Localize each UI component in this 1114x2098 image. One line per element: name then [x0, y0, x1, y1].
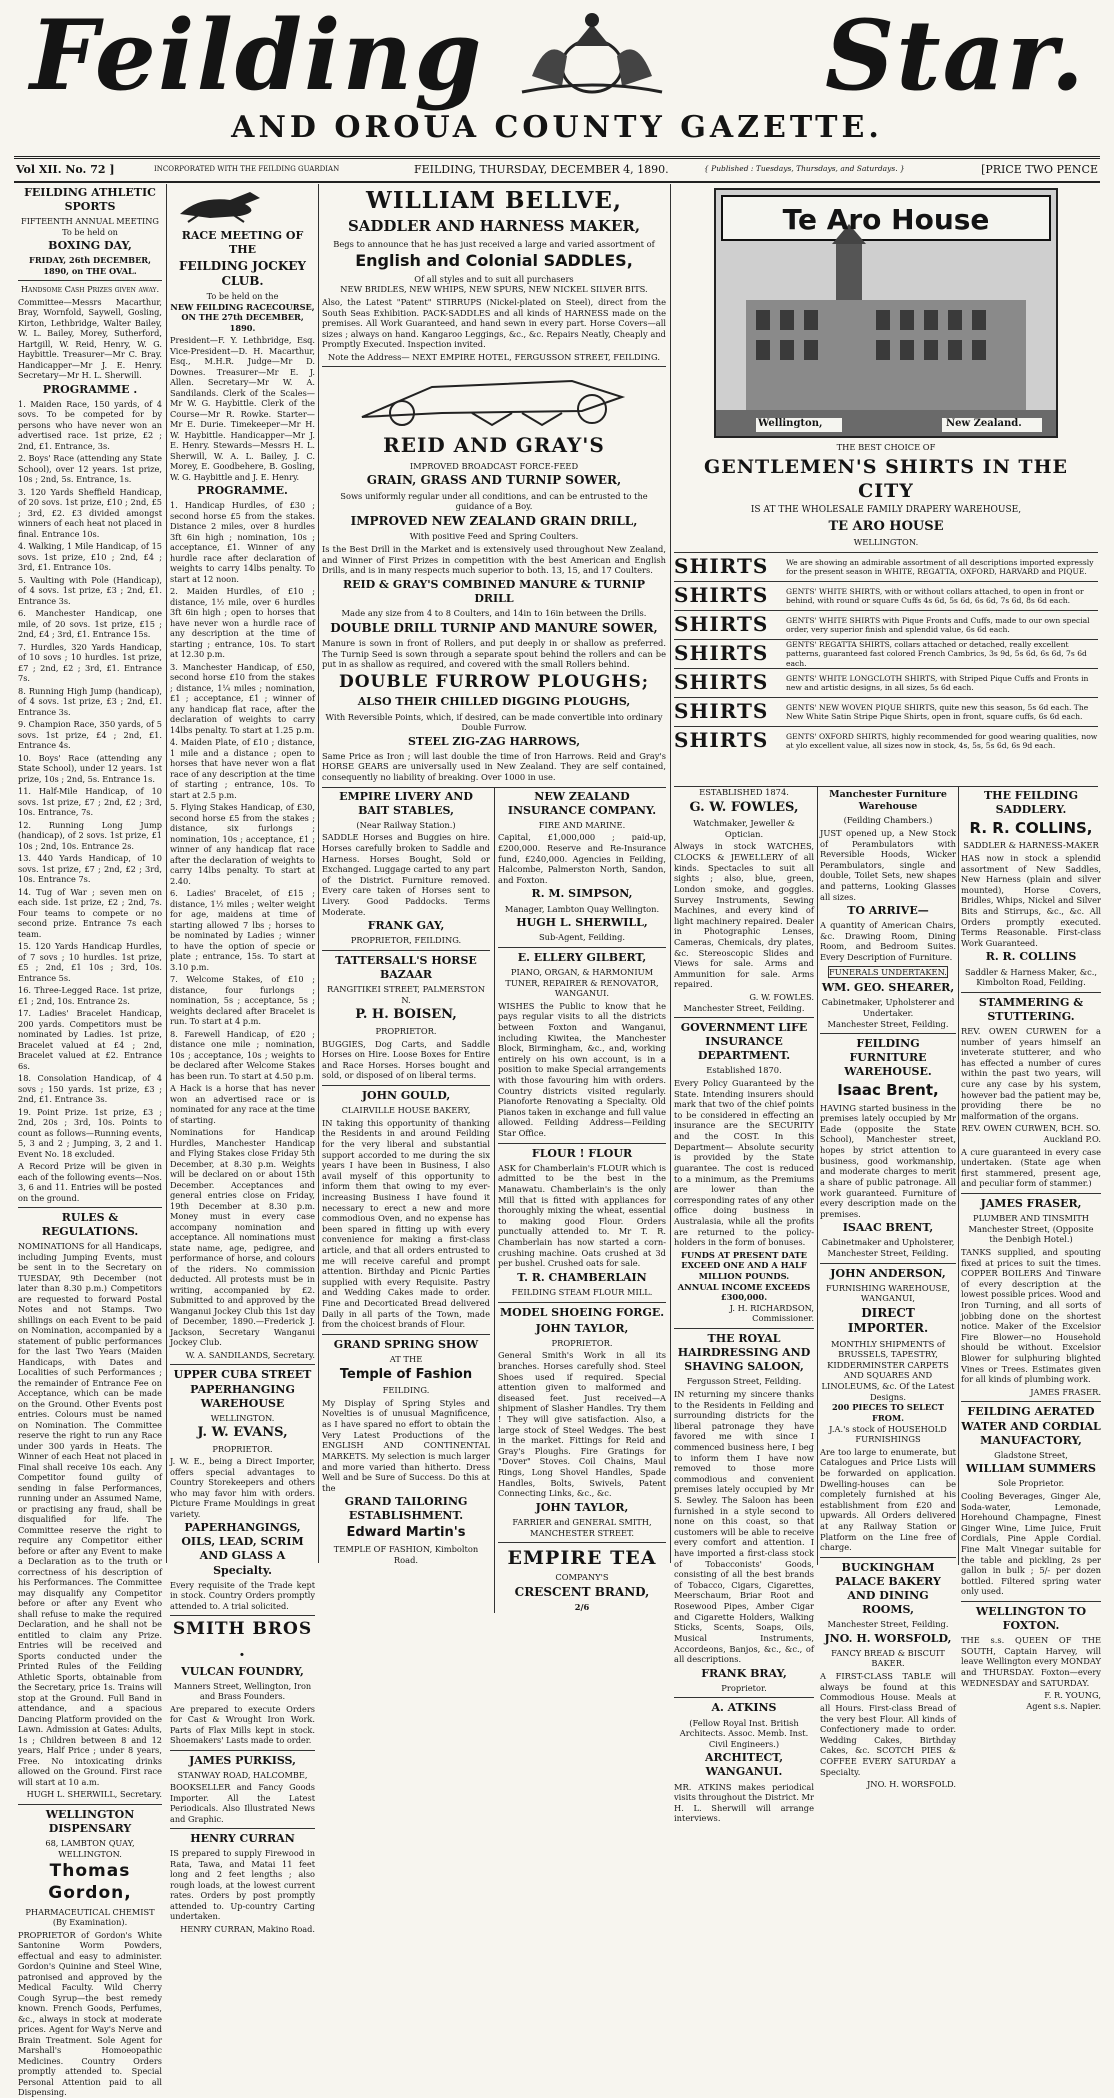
column-rule	[318, 184, 319, 1563]
masthead-title-right: Star.	[824, 0, 1086, 112]
shirt-list	[674, 552, 1098, 755]
fraser-address: Manchester Street, (Opposite the Denbigh Hotel.)	[968, 1223, 1094, 1245]
ploughs-heading: DOUBLE FURROW PLOUGHS;	[338, 671, 650, 692]
gould-sub: CLAIRVILLE HOUSE BAKERY,	[341, 1105, 471, 1116]
annual-income: ANNUAL INCOME EXCEEDS £300,000.	[677, 1281, 811, 1303]
taylor-proprietor: PROPRIETOR.	[551, 1337, 613, 1348]
race-item: 1. Handicap Hurdles, of £30 ; second horse £5 from the stakes. Distance 2 miles, over 8 hurdles 3ft 6in high ; nomination, 10s ; acceptance, £1. Winner of any hurdle race after declaration of weights to carry 14lbs penalty. To start at 12 noon.	[170, 500, 315, 584]
programme-item: 14. Tug of War ; seven men on each side. 1st prize, £2 ; 2nd, 7s. Four teams to compete or no second prize. Entrance 7s each team.	[18, 886, 162, 939]
shirt-row	[674, 668, 1098, 697]
direct-importer: DIRECT IMPORTER.	[847, 1305, 929, 1336]
empire-tea-sub: COMPANY'S	[555, 1572, 609, 1583]
temple-body: My Display of Spring Styles and Novelties is of unusual Magnificence, as I have spared no effort to obtain the Very Latest Productions of the ENGLISH AND CONTINENTAL MARKETS. My selection is much larger and more varied than hitherto. Dress Well and be Sure of Success. Do this at the	[322, 1397, 490, 1493]
gay-sub: PROPRIETOR, FEILDING.	[350, 935, 462, 946]
ja-body: Are too large to enumerate, but Catalogues and Price Lists will be forwarded on application. Dwelling-houses can be completely furnished at his establishment from £20 and upwards. All Orders delivered at any Railway Station or Platform on the Line free of charge.	[820, 1446, 956, 1553]
stammering: STAMMERING & STUTTERING.	[961, 992, 1101, 1024]
coat-of-arms-icon	[512, 6, 672, 98]
empire-sub: (Near Railway Station.)	[356, 819, 456, 830]
foxton-body: THE s.s. QUEEN OF THE SOUTH, Captain Harvey, will leave Wellington every MONDAY and THURSDAY. Foxton—every WEDNESDAY and SATURDAY.	[961, 1635, 1101, 1688]
fowles-trade: Watchmaker, Jeweller & Optician.	[693, 818, 795, 839]
shirt-row	[674, 639, 1098, 668]
drill-body: Is the Best Drill in the Market and is extensively used throughout New Zealand, and Winner of First Prizes in competition with the best American and English Drills, and is in many respects much superior to both. 13, 15, and 17 Coulters.	[322, 543, 666, 576]
collins-2: R. R. COLLINS	[985, 950, 1077, 964]
taylor-body: General Smith's Work in all its branches. Horses carefully shod. Steel Shoes used if required. Special attention given to malformed and diseased feet. Just received—A shipment of Slasher Handles. Try them ! They will give satisfaction. Also, a large stock of Steel Wedges. The best in the market. Fittings for Reid and Gray's Ploughs. Fire Gratings for "Dover" Stoves. Coil Chains, Maul Rings, Long Shovel Handles, Spade Handles, Bolts, Swivels, Patent Connecting Links, &c., &c.	[498, 1350, 666, 1499]
paperhanging-city: WELLINGTON.	[210, 1412, 275, 1423]
dispensary-address: 68, LAMBTON QUAY, WELLINGTON.	[45, 1838, 135, 1859]
tea-price: 2/6	[574, 1602, 590, 1613]
collins2-address: Kimbolton Road, Feilding.	[976, 977, 1086, 988]
atkins-sub: (Fellow Royal Inst. British Architects. Assoc. Memb. Inst. Civil Engineers.)	[679, 1717, 809, 1749]
combined-sub: Made any size from 4 to 8 Coulters, and 14in to 16in between the Drills.	[341, 607, 647, 618]
rules-signature: HUGH L. SHERWILL, Secretary.	[26, 1789, 162, 1800]
aerated-water: FEILDING AERATED WATER AND CORDIAL MANUFACTORY,	[961, 1401, 1101, 1447]
race-item: 6. Ladies' Bracelet, of £15 ; distance, 1½ miles ; welter weight for age, maidens at time of starting allowed 7 lbs ; horses to be nominated by Ladies ; winner to have the option of specie or plate ; entrance, 15s. To start at 3.10 p.m.	[170, 888, 315, 972]
fowles-address: Manchester Street, Feilding.	[683, 1002, 805, 1013]
col3-lower-left	[322, 788, 490, 1566]
masthead	[0, 0, 1114, 152]
hair-body: IN returning my sincere thanks to the Residents in Feilding and surrounding districts for the liberal patronage they have favored me with since I commenced business here, I beg to inform them I have now removed to those more commodious and convenient premises lately occupied by Mr S. Sewley. The Saloon has been furnished in a style second to none on this coast, so that customers will be able to receive every comfort and attention. I have imported a first-class stock of Tobacconists' Goods, consisting of all the best brands of Tobacco, Cigars, Cigarettes, Meerschaum, Briar Root and Rosewood Pipes, Amber Cigar and Cigarette Holders, Walking Sticks, Scents, Soaps, Oils, Musical Instruments, Accordeons, Banjos, &c., &c., of all descriptions.	[674, 1388, 814, 1665]
temple-sub: FEILDING.	[382, 1385, 430, 1396]
club-secretary: W. A. SANDILANDS, Secretary.	[185, 1349, 315, 1360]
isaac-brent-2: ISAAC BRENT,	[842, 1221, 934, 1235]
bray-sub: Proprietor.	[721, 1682, 767, 1693]
tailoring: GRAND TAILORING ESTABLISHMENT.	[344, 1495, 468, 1523]
shirt-row	[674, 581, 1098, 610]
evans-body: J. W. E., being a Direct Importer, offers special advantages to Country Storekeepers and others who may favor him with orders. Picture Frame Mouldings in great variety.	[170, 1456, 315, 1519]
flour-heading: FLOUR ! FLOUR	[498, 1143, 666, 1161]
chamberlain: T. R. CHAMBERLAIN	[517, 1270, 647, 1284]
boisen-proprietor: PROPRIETOR.	[375, 1026, 437, 1036]
worsfold-signature: JNO. H. WORSFOLD.	[866, 1779, 956, 1790]
te-aro-house-name: TE ARO HOUSE	[828, 518, 944, 534]
reid-sub1: IMPROVED BROADCAST FORCE-FEED	[409, 460, 579, 471]
simpson-title: Manager, Lambton Quay Wellington.	[504, 903, 660, 914]
purkiss-name: JAMES PURKISS,	[170, 1750, 315, 1768]
empire-stables: EMPIRE LIVERY AND BAIT STABLES,	[339, 789, 473, 817]
purkiss-body: BOOKSELLER and Fancy Goods Importer. All the Latest Periodicals. Also Illustrated News and Graphic.	[170, 1782, 315, 1824]
shirts-label: SHIRTS	[674, 554, 769, 579]
curran-signature: HENRY CURRAN, Makino Road.	[180, 1923, 315, 1934]
issue-date: FEILDING, THURSDAY, DECEMBER 4, 1890.	[414, 163, 669, 176]
shirt-description: GENTS' WHITE LONGCLOTH SHIRTS, with Striped Pique Cuffs and Fronts in new and artistic designs, in all sizes, 5s 6d each.	[786, 673, 1089, 692]
race-programme-title: PROGRAMME.	[197, 484, 288, 498]
double-drill: DOUBLE DRILL TURNIP AND MANURE SOWER,	[330, 620, 658, 635]
smith-body: Are prepared to execute Orders for Cast & Wrought Iron Work. Parts of Flax Mills kept in stock. Shoemakers' Lasts made to order.	[170, 1703, 315, 1746]
gordon-name: Thomas Gordon,	[48, 1861, 132, 1903]
tattersall: TATTERSALL'S HORSE BAZAAR	[322, 950, 490, 982]
bellve-trade: SADDLER AND HARNESS MAKER,	[347, 217, 641, 236]
race-item: 2. Maiden Hurdles, of £10 ; distance, 1½ mile, over 6 hurdles 3ft 6in high ; open to horses that have never won a hurdle race of any description at the time of starting ; entrance, 10s. To start at 12.30 p.m.	[170, 586, 315, 660]
programme-item: 11. Half-Mile Handicap, of 10 sovs. 1st prize, £7 ; 2nd, £2 ; 3rd, 10s. Entrance, 7s.	[18, 786, 162, 818]
curwen: REV. OWEN CURWEN, BCH. SO.	[961, 1123, 1101, 1134]
harrows: STEEL ZIG-ZAG HARROWS,	[407, 734, 581, 748]
bellve-address: Note the Address— NEXT EMPIRE HOTEL, FERGUSSON STREET, FEILDING.	[328, 351, 660, 362]
collins-sub: SADDLER & HARNESS-MAKER	[963, 840, 1099, 851]
sports-programme	[18, 399, 162, 1204]
smith-bros: SMITH BROS .	[170, 1615, 315, 1663]
summers-body: Cooling Beverages, Ginger Ale, Soda-water, Lemonade, Horehound Champagne, Finest Ginger Wine, Lime Juice, Fruit Cordials, Pine Apple Cordial. Fine Malt Vinegar suitable for the table and pickling, 2s per gallon in bulk ; 5/- per dozen bottled. Filtered spring water only used.	[961, 1491, 1101, 1597]
buckingham: BUCKINGHAM PALACE BAKERY AND DINING ROOMS,	[820, 1557, 956, 1617]
shirt-row	[674, 726, 1098, 755]
programme-item: 2. Boys' Race (attending any State School), over 12 years. 1st prize, 10s ; 2nd, 5s. Entrance, 1s.	[18, 453, 162, 485]
paperhanging-warehouse: UPPER CUBA STREET PAPERHANGING WAREHOUSE	[170, 1364, 315, 1410]
best-choice: THE BEST CHOICE OF	[836, 442, 936, 452]
shirts-label: SHIRTS	[674, 670, 769, 695]
flour-body: ASK for Chamberlain's FLOUR which is admitted to be the best in the Manawatu. Chamberlain's is the only Mill that is fitted with appliances for thoroughly mixing the wheat, essential to making good Flour. Orders punctually attended to. Mr T. R. Chamberlain has now started a corn-crushing machine. Oats crushed at 3d per bushel. Crushed oats for sale.	[498, 1162, 666, 1269]
programme-item: 12. Running Long Jump (handicap), of 2 sovs. 1st prize, £1 10s ; 2nd, 10s. Entrance 2s.	[18, 819, 162, 851]
col-fowles-govt	[674, 787, 816, 1824]
rules-title: RULES & REGULATIONS.	[18, 1207, 162, 1239]
vulcan-foundry: VULCAN FOUNDRY,	[181, 1664, 304, 1678]
brent-body: HAVING started business in the premises lately occupied by Mr Eade (opposite the State School), Manchester street, hopes by strict attention to business, good workmanship, and moderate charges to merit a share of public patronage. All work guaranteed. Furniture of every description made on the premises.	[820, 1102, 956, 1219]
held-note: To be held on the	[206, 291, 279, 302]
edward-martin: Edward Martin's	[346, 1525, 466, 1541]
meeting-date: FRIDAY, 26th DECEMBER, 1890, on THE OVAL.	[29, 255, 151, 276]
shirts-label: SHIRTS	[674, 612, 769, 637]
shirts-label: SHIRTS	[674, 641, 769, 666]
volume-number: Vol XII. No. 72 ]	[16, 163, 115, 176]
publishing-days: { Published : Tuesdays, Thursdays, and Saturdays. }	[704, 164, 905, 173]
masthead-title-left: Feilding	[30, 0, 484, 112]
programme-item: 17. Ladies' Bracelet Handicap, 200 yards. Competitors must be nominated by Ladies. 1st prize, Bracelet valued at £4 ; 2nd, Bracelet valued at £2. Entrance 6s.	[18, 1008, 162, 1071]
simpson: R. M. SIMPSON,	[531, 887, 633, 901]
young: F. R. YOUNG,	[1044, 1690, 1101, 1701]
saddles-sub: Of all styles and to suit all purchasers	[414, 273, 574, 284]
frank-gay: FRANK GAY,	[367, 919, 445, 933]
sub-agent: Sub-Agent, Feilding.	[538, 932, 626, 943]
at-the: AT THE	[389, 1354, 423, 1364]
racehorse-icon	[170, 184, 310, 224]
nominations: Nominations for Handicap Hurdles, Manchester Handicap and Flying Stakes close Friday 5th December, at 8.30 p.m. Weights will be declared on or about 15th December. Acceptances and general entries close on Friday, 19th December at 8.30 p.m. Money must in every case accompany nomination and acceptance. All nominations must state name, age, pedigree, and performance of horse, and colours of the riders. No commission deducted. All protests must be in writing, accompanied by £2. Submitted to and approved by the Wanganui Jockey Club this 1st day of December, 1890.—Frederick J. Jackson, Secretary Wanganui Jockey Club.	[170, 1127, 315, 1348]
dateline	[14, 156, 1100, 183]
shirts-label: SHIRTS	[674, 728, 769, 753]
paperhangings: PAPERHANGINGS, OILS, LEAD, SCRIM AND GLASS A Specialty.	[181, 1521, 304, 1577]
collins: R. R. COLLINS,	[969, 819, 1093, 838]
incorporated-note: INCORPORATED WITH THE FEILDING GUARDIAN	[154, 165, 340, 173]
manchester-body: JUST opened up, a New Stock of Perambulators with Reversible Hoods, Wicker Perambulators, single and double, Toilet Sets, new shapes and patterns, Looking Glasses all sizes.	[820, 827, 956, 902]
gilbert-sub: PIANO, ORGAN, & HARMONIUM TUNER, REPAIRER & RENOVATOR, WANGANUI.	[505, 966, 659, 999]
atkins-body: MR. ATKINS makes periodical visits throughout the District. Mr H. L. Sherwill will arrange interviews.	[674, 1781, 814, 1824]
shirt-description: GENTS' NEW WOVEN PIQUE SHIRTS, quite new this season, 5s 6d each. The New White Satin Stripe Pique Shirts, open in front, square cuffs, 6s 6d each.	[786, 702, 1089, 721]
purkiss-address: STANWAY ROAD, HALCOMBE,	[177, 1769, 308, 1780]
shearer-sub: Cabinetmaker, Upholsterer and Undertaker.	[821, 997, 955, 1018]
athletic-sports-heading: FEILDING ATHLETIC SPORTS	[24, 186, 156, 214]
evans-tail: Every requisite of the Trade kept in stock. Country Orders promptly attended to. A trial solicited.	[170, 1579, 315, 1611]
shirts-label: SHIRTS	[674, 699, 769, 724]
gould-name: JOHN GOULD,	[322, 1085, 490, 1103]
programme-title: PROGRAMME .	[42, 382, 138, 396]
boisen-body: BUGGIES, Dog Carts, and Saddle Horses on Hire. Loose Boxes for Entire and Race Horses. Horses bought and sold, or disposed of on liberal terms.	[322, 1038, 490, 1081]
programme-item: A Record Prize will be given in each of the following events—Nos. 3, 6 and 11. Entries will be posted on the ground.	[18, 1161, 162, 1203]
race-item: 5. Flying Stakes Handicap, of £30, second horse £5 from the stakes ; distance, six furlongs ; nomination, 10s ; acceptance, £1 ; winner of any handicap flat race after the declaration of weights to carry 14lbs penalty. To start at 2.40.	[170, 802, 315, 886]
reid-sub3: Sows uniformly regular under all conditions, and can be entrusted to the guidance of a Boy.	[340, 490, 648, 512]
column-rule	[670, 184, 671, 1563]
cash-prizes: Handsome Cash Prizes given away.	[18, 280, 162, 295]
jockey-club: FEILDING JOCKEY CLUB.	[179, 258, 306, 289]
fowles-established: ESTABLISHED 1874.	[699, 787, 789, 797]
plough-illustration-icon	[322, 366, 666, 429]
shirt-row	[674, 552, 1098, 581]
col3-lower-right	[494, 788, 666, 1613]
hair-address: Fergusson Street, Feilding.	[686, 1376, 802, 1387]
col-saddlery	[958, 787, 1103, 1711]
worsfold-body: A FIRST-CLASS TABLE will always be found at this Commodious House. Meals at all Hours. First-class Bread of the very best Flour. All kinds of Confectionery made to order. Wedding Cakes, Birthday Cakes, &c. SCOTCH PIES & COFFEE EVERY SATURDAY a Specialty.	[820, 1671, 956, 1777]
harrows-body: Same Price as Iron ; will last double the time of Iron Harrows. Reid and Gray's HORSE GEARS are universally used in New Zealand. They are self contained, consequently no liability of breaking. Over 1000 in use.	[322, 750, 666, 783]
tattersall-address: RANGITIKEI STREET, PALMERSTON N.	[327, 984, 485, 1005]
fraser: JAMES FRASER,	[961, 1193, 1101, 1211]
warehouse-note: IS AT THE WHOLESALE FAMILY DRAPERY WAREHOUSE,	[750, 505, 1022, 516]
monthly-shipments: MONTHLY SHIPMENTS of BRUSSELS, TAPESTRY, KIDDERMINSTER CARPETS AND SQUARES AND LINOLEUMS, &c. Of the Latest Designs.	[821, 1338, 955, 1402]
curwen-tail: A cure guaranteed in every case undertaken. (State age when first stammered, present age, and peculiar form of stammer.)	[961, 1146, 1101, 1189]
programme-item: 9. Champion Race, 350 yards, of 5 sovs. 1st prize, £4 ; 2nd, £1. Entrance 4s.	[18, 719, 162, 751]
programme-item: 15. 120 Yards Handicap Hurdles, of 7 sovs ; 10 hurdles. 1st prize, £5 ; 2nd, £1 10s ; 3rd, 10s. Entrance 5s.	[18, 941, 162, 983]
reid-gray-heading: REID AND GRAY'S	[383, 433, 605, 458]
shirts-label: SHIRTS	[674, 583, 769, 608]
isaac-brent: Isaac Brent,	[837, 1081, 939, 1100]
anderson: JOHN ANDERSON,	[820, 1263, 956, 1281]
funerals: FUNERALS UNDERTAKEN.	[829, 966, 947, 977]
programme-item: 16. Three-Legged Race. 1st prize, £1 ; 2nd, 10s. Entrance 2s.	[18, 985, 162, 1006]
column-athletic-sports	[18, 184, 162, 2098]
worsfold: JNO. H. WORSFOLD,	[824, 1631, 952, 1645]
ja-stock: J.A.'s stock of HOUSEHOLD FURNISHINGS	[829, 1423, 947, 1445]
rules-body: NOMINATIONS for all Handicaps, including Jumping Events, must be sent in to the Secretary on TUESDAY, 9th December (not later than 8.30 p.m.) Competitors are requested to forward Postal Notes and not Stamps. Two shillings on each Event to be paid on Nomination, accompanied by a statement of public performances for the last Two Years (Maiden Handicaps, with Dates and Localities of such Performances ; the remainder of Entrance Fee on Acceptance, which can be made on the Ground. Other Events post entries. Colours must be named on Nomination. The Committee reserve the right to run any Race under 300 yards in Heats. The Winner of each Heat not placed in Final shall receive 10s each. Any Competitor found guilty of sending in false Performances, running under an Assumed Name, or practising any fraud, shall be disqualified for life. The Committee reserve the right to require any Competitor either before or after any Event to make a Declaration as to the truth or correctness of his description of his Performances. The Committee may disqualify any Competitor before or after any Event who shall refuse to make the required Declaration, and he shall not be entitled to claim any Prize. Entries will be received and Sports conducted under the Printed Rules of the Feilding Athletic Sports, obtainable from the Secretary, price 1s. Trains will stop at the Ground. Full Band in attendance, and a spacious Dancing Platform provided on the Lawn. Admission at Gates: Adults, 1s ; Children between 8 and 12 years, Half Price ; under 8 years, Free. No intoxicating drinks allowed on the Ground. First race will start at 10 a.m.	[18, 1241, 162, 1787]
column-jockey-club	[170, 184, 315, 1934]
temple-of-fashion: Temple of Fashion	[339, 1366, 473, 1382]
gilbert-body: WISHES the Public to know that he pays regular visits to all the districts between Foxton and Wanganui, including Kiwitea, the Manchester Block, Birmingham, &c., and, working entirely on his own account, is in a position to make Special arrangements with those favouring him with orders. Country districts visited regularly. Pianoforte Renovating a Specialty. Old Pianos taken in exchange and full value allowed. Feilding Address—Feilding Star Office.	[498, 1000, 666, 1139]
commissioner: J. H. RICHARDSON, Commissioner.	[729, 1302, 814, 1324]
programme-item: 4. Walking, 1 Mile Handicap, of 15 sovs. 1st prize, £10 ; 2nd, £4 ; 3rd, £1. Entrance 10s.	[18, 541, 162, 573]
te-aro-city: WELLINGTON.	[853, 537, 919, 548]
shearer-address: Manchester Street, Feilding.	[827, 1018, 949, 1029]
vulcan-address: Manners Street, Wellington, Iron and Brass Founders.	[173, 1680, 312, 1702]
gordon-title: PHARMACEUTICAL CHEMIST (By Examination).	[25, 1906, 155, 1928]
col3-lower	[322, 787, 666, 1613]
caption-new-zealand: New Zealand.	[946, 418, 1022, 429]
collins-body: HAS now in stock a splendid assortment of New Saddles, New Harness (plain and silver mounted), Horse Covers, Bridles, Whips, Nickel and Silver Bits and Stirrups, &c., &c. All Orders promptly executed. Terms Reasonable. First-class Work Guaranteed.	[961, 852, 1101, 948]
empire-tea: EMPIRE TEA	[498, 1542, 666, 1570]
double-drill-body: Manure is sown in front of Rollers, and put deeply in or shallow as preferred. The Turnip Seed is sown through a separate spout behind the rollers and can be put in as shallow as required, and covered with the small Rollers behind.	[322, 637, 666, 670]
fraser-sub: PLUMBER AND TINSMITH	[972, 1213, 1089, 1224]
manchester-furniture: Manchester Furniture Warehouse	[829, 789, 947, 813]
ploughs-sub: ALSO THEIR CHILLED DIGGING PLOUGHS,	[357, 695, 631, 709]
programme-item: 19. Point Prize. 1st prize, £3 ; 2nd, 20s ; 3rd, 10s. Points to count as follows—Running events, 5, 3 and 2 ; Jumping, 3, 2 and 1. Event No. 18 excluded.	[18, 1106, 162, 1159]
price: [PRICE TWO PENCE	[981, 163, 1098, 176]
brent2-sub: Cabinetmaker and Upholsterer, Manchester Street, Feilding.	[821, 1237, 955, 1259]
saddles-heading: English and Colonial SADDLES,	[355, 251, 633, 271]
te-aro-sign: Te Aro House	[782, 203, 990, 236]
programme-item: 18. Consolation Handicap, of 4 sovs ; 150 yards. 1st prize, £3 ; 2nd, £1. Entrance 3s.	[18, 1073, 162, 1105]
shirt-description: GENTS' WHITE SHIRTS with Pique Fronts and Cuffs, made to our own special order, very superior finish and splendid value, 6s 6d each.	[786, 615, 1090, 634]
hairdressing: THE ROYAL HAIRDRESSING AND SHAVING SALOON,	[674, 1328, 814, 1374]
club-officers: President—F. Y. Lethbridge, Esq. Vice-President—D. H. Macarthur, Esq., M.H.R. Judge—Mr D. Downes. Treasurer—Mr E. J. Allen. Secretary—Mr W. A. Sandilands. Clerk of the Scales—Mr W. G. Haybittle. Clerk of the Course—Mr R. Rowke. Starter—Mr E. Durie. Timekeeper—Mr H. W. Haybittle. Handicapper—Mr J. E. Henry. Stewards—Messrs H. L. Sherwill, W. A. L. Bailey, J. C. Morey, E. Goodbehere, B. Gosling, W. G. Haybittle and J. E. Henry.	[170, 335, 315, 482]
shirt-description: We are showing an admirable assortment of all descriptions imported expressly for the present season in WHITE, REGATTA, OXFORD, HARVARD and PIQUE.	[786, 557, 1094, 576]
shirt-row	[674, 697, 1098, 726]
curwen-address: Auckland P.O.	[1043, 1133, 1101, 1144]
architect: ARCHITECT, WANGANUI.	[704, 1751, 784, 1779]
evans-proprietor: PROPRIETOR.	[212, 1443, 273, 1454]
grain-drill: IMPROVED NEW ZEALAND GRAIN DRILL,	[350, 513, 638, 528]
buckingham-address: Manchester Street, Feilding.	[827, 1619, 949, 1630]
shirt-description: GENTS' WHITE SHIRTS, with or without collars attached, to open in front or behind, with round or square Cuffs 4s 6d, 5s 6d, 6s 6d, 7s 6d, 8s 6d each.	[786, 586, 1084, 605]
gentlemens-shirts: GENTLEMEN'S SHIRTS IN THE CITY	[703, 455, 1069, 502]
bellve-intro: Begs to announce that he has just received a large and varied assortment of	[333, 238, 655, 249]
race-item: 3. Manchester Handicap, of £50, second horse £10 from the stakes ; distance, 1¼ miles ; nomination, £1 ; acceptance, £1 ; winner of any handicap flat race, after the declaration of weights to carry 14lbs penalty. To start at 1.25 p.m.	[170, 661, 315, 735]
bellve-body: Also, the Latest "Patent" STIRRUPS (Nickel-plated on Steel), direct from the South Seas Exhibition. PACK-SADDLES and all kinds of HARNESS made on the premises. All Work Guaranteed, and hand sewn in every part. Horse Covers—all sizes ; always on hand. Kangaroo Leggings, &c., &c. Repairs Neatly, Cheaply and Promptly Executed. Inspection invited.	[322, 296, 666, 350]
furniture-warehouse: FEILDING FURNITURE WAREHOUSE.	[820, 1033, 956, 1079]
govt-insurance: GOVERNMENT LIFE INSURANCE DEPARTMENT.	[674, 1017, 814, 1063]
farrier: FARRIER and GENERAL SMITH, MANCHESTER STREET.	[512, 1516, 652, 1538]
programme-item: 1. Maiden Race, 150 yards, of 4 sovs. To be competed for by persons who have never won an advertised race. 1st prize, £2 ; 2nd, £1. Entrance, 3s.	[18, 398, 162, 451]
boxing-day: BOXING DAY,	[48, 239, 132, 253]
fowles-signature: G. W. FOWLES.	[749, 991, 814, 1002]
manchester-sub: (Feilding Chambers.)	[843, 815, 933, 826]
feilding-saddlery: THE FEILDING SADDLERY.	[984, 789, 1078, 817]
arrive-body: A quantity of American Chairs, &c. Drawing Room, Dining Room, and Bedroom Suites. Every Description of Furniture.	[820, 920, 956, 963]
shirt-description: GENTS' OXFORD SHIRTS, highly recommended for good wearing qualities, now at ylo excellent value, all sizes now in stock, 4s, 5s, 5s 6d, 6s 9d each.	[786, 731, 1098, 750]
crescent-brand: CRESCENT BRAND,	[514, 1585, 650, 1600]
curran-name: HENRY CURRAN	[170, 1828, 315, 1846]
aerated-address: Gladstone Street,	[994, 1449, 1068, 1460]
shearer: WM. GEO. SHEARER,	[821, 981, 955, 995]
curran-body: IS prepared to supply Firewood in Rata, Tawa, and Matai 11 feet long and 2 feet lengths ; also rough loads, at the lowest current rates. Orders by post promptly attended to. Up-country Carting undertaken.	[170, 1848, 315, 1922]
taylor-name-2: JOHN TAYLOR,	[535, 1500, 629, 1514]
fowles-body: Always in stock WATCHES, CLOCKS & JEWELLERY of all kinds. Spectacles to suit all sights ; also, blue, green, London smoke, and goggles. Survey Instruments, Sewing Machines, and every kind of light machinery repaired. Dealer in Photographic Lenses, Cameras, Chemicals, dry plates, &c. Stereoscopic Slides and Views for sale. Arms and Ammunition for sale. Arms repaired.	[674, 841, 814, 990]
committee: Committee—Messrs Macarthur, Bray, Wornfold, Saywell, Gosling, Kirton, Lethbridge, Walter Bailey, W. L. Bailey, Morey, Sutherford, Hartgill, W. Reid, Henry, W. G. Haybittle. Treasurer—Mr C. Bray. Handicapper—Mr J. E. Henry. Secretary—Mr H. L. Sherwill.	[18, 296, 162, 381]
boisen-name: P. H. BOISEN,	[355, 1007, 457, 1023]
programme-item: 6. Manchester Handicap, one mile, of 20 sovs. 1st prize, £15 ; 2nd, £4 ; 3rd, £1. Entrance 15s.	[18, 608, 162, 640]
nz-insurance: NEW ZEALAND INSURANCE COMPANY.	[507, 789, 657, 817]
race-item: 8. Farewell Handicap, of £20 ; distance one mile ; nomination, 10s ; acceptance, 10s ; weights to be declared after Welcome Stakes has been run. To start at 4.50 p.m.	[170, 1028, 315, 1081]
gilbert: E. ELLERY GILBERT,	[498, 947, 666, 965]
spring-show: GRAND SPRING SHOW	[322, 1334, 490, 1352]
sherwill: HUGH L. SHERWILL,	[516, 916, 648, 930]
masthead-subtitle: AND OROUA COUNTY GAZETTE.	[231, 110, 883, 145]
bridles: NEW BRIDLES, NEW WHIPS, NEW SPURS, NEW NICKEL SILVER BITS.	[340, 284, 648, 295]
fraser-signature: JAMES FRASER.	[1030, 1386, 1101, 1397]
programme-item: 10. Boys' Race (attending any State School), under 12 years. 1st prize, 10s ; 2nd, 5s. Entrance 1s.	[18, 752, 162, 784]
column-rule	[166, 184, 167, 1563]
drill-sub: With positive Feed and Spring Coulters.	[409, 531, 579, 542]
caption-wellington: Wellington,	[758, 418, 823, 429]
fire-marine: FIRE AND MARINE.	[538, 819, 626, 830]
fowles-name: G. W. FOWLES,	[689, 799, 799, 815]
programme-item: 7. Hurdles, 320 Yards Handicap, of 10 sovs ; 10 hurdles. 1st prize, £7 ; 2nd, £2 ; 3rd, £1. Entrance 7s.	[18, 641, 162, 684]
shirt-row	[674, 610, 1098, 639]
race-item: 7. Welcome Stakes, of £10 ; distance, four furlongs ; nomination, 5s ; acceptance, 5s ; weights declared after Bracelet is run. To start at 4 p.m.	[170, 974, 315, 1027]
shirt-description: GENTS' REGATTA SHIRTS, collars attached or detached, really excellent patterns, guaranteed fast colored French Cambrics, 3s 9d, 5s 6d, 6s 6d, 7s 6d each.	[786, 640, 1087, 668]
worsfold-sub: FANCY BREAD & BISCUIT BAKER.	[831, 1647, 945, 1669]
fraser-body: TANKS supplied, and spouting fixed at prices to suit the times. COPPER BOILERS And Tinware of every description at the lowest possible prices. Wood and Iron Turning, and all sorts of jobbing done on the shortest notice. Maker of the Excelsior Fire Blower—no Household should be without. Excelsior Blower for sulphuring blighted Vines or Trees. Estimates given for all kinds of plumbing work.	[961, 1246, 1101, 1385]
te-aro-house-engraving	[714, 188, 1058, 438]
gordon-body: PROPRIETOR of Gordon's White Santonine Worm Powders, effectual and easy to administer. Gordon's Quinine and Steel Wine, patronised and approved by the Medical Faculty. Wild Cherry Cough Syrup—the best remedy known. French Goods, Perfumes, &c., always in stock at moderate prices. Agent for Way's Nerve and Brain Treatment. Sole Agent for Marshall's Homoeopathic Medicines. Country Orders promptly attended to. Special Personal Attention paid to all Dispensing.	[18, 1929, 162, 2098]
hack-note: A Hack is a horse that has never won an advertised race or is nominated for any race at the time of starting.	[170, 1083, 315, 1125]
bellve-name: WILLIAM BELLVE,	[366, 187, 622, 214]
annual-meeting: FIFTEENTH ANNUAL MEETING To be held on	[21, 216, 159, 237]
programme-item: 13. 440 Yards Handicap, of 10 sovs. 1st prize, £7 ; 2nd, £2 ; 3rd, 10s. Entrance 7s.	[18, 853, 162, 885]
young-sub: Agent s.s. Napier.	[1026, 1700, 1101, 1711]
martin-sub: TEMPLE OF FASHION, Kimbolton Road.	[333, 1544, 479, 1565]
govt-body: Every Policy Guaranteed by the State. Intending insurers should mark that two of the chief points to be considered in effecting an insurance are the SECURITY and the COST. In this Department— Absolute security is provided by the State guarantee. The cost is reduced to a minimum, as the Premiums are lower than the corresponding rates of any other office doing business in Australasia, while all the profits are returned to the policy-holders in the form of bonuses.	[674, 1078, 814, 1248]
race-item: 4. Maiden Plate, of £10 ; distance, 1 mile and a distance ; open to horses that have never won a flat race of any description at the time of starting ; entrance, 10s. To start at 2.5 p.m.	[170, 737, 315, 800]
evans-name: J. W. EVANS,	[197, 1425, 288, 1441]
summers: WILLIAM SUMMERS	[965, 1462, 1096, 1476]
empire-body: SADDLE Horses and Buggies on hire. Horses carefully broken to Saddle and Harness. Horses Bought, Sold or Exchanged. Luggage carted to any part of the District. Furniture removed. Every care taken of Horses sent to Livery. Good Paddocks. Terms Moderate.	[322, 832, 490, 917]
flour-mill: FEILDING STEAM FLOUR MILL.	[511, 1286, 653, 1297]
nz-insurance-body: Capital, £1,000,000 ; paid-up, £200,000. Reserve and Re-Insurance fund, £240,000. Agencies in Feilding, Halcombe, Palmerston North, Sandon, and Foxton.	[498, 832, 666, 885]
bottom-columns	[674, 786, 1101, 1824]
racecourse: NEW FEILDING RACECOURSE, ON THE 27th DECEMBER, 1890.	[170, 301, 315, 333]
collins2-sub: Saddler & Harness Maker, &c.,	[964, 966, 1097, 977]
programme-item: 8. Running High Jump (handicap), of 4 sovs. 1st prize, £3 ; 2nd, £1. Entrance 3s.	[18, 685, 162, 717]
summers-sub: Sole Proprietor.	[997, 1478, 1065, 1489]
race-meeting-heading: RACE MEETING OF THE	[181, 228, 304, 256]
to-arrive: TO ARRIVE—	[847, 904, 929, 918]
govt-established: Established 1870.	[706, 1065, 782, 1076]
shoeing-forge: MODEL SHOEING FORGE.	[498, 1302, 666, 1320]
wellington-foxton: WELLINGTON TO FOXTON.	[961, 1601, 1101, 1633]
ploughs-body: With Reversible Points, which, if desired, can be made convertible into ordinary Double Furrow.	[325, 711, 663, 733]
curwen-body: REV. OWEN CURWEN for a number of years himself an inveterate stutterer, and who has effected a number of cures within the past two years, will cure any case by his system, however bad the patient may be, providing there be no malformation of the organs.	[961, 1025, 1101, 1121]
atkins: A. ATKINS	[674, 1697, 814, 1715]
column-saddler-implements	[322, 184, 666, 1613]
programme-item: 3. 120 Yards Sheffield Handicap, of 20 sovs. 1st prize, £10 ; 2nd, £5 ; 3rd, £2. £3 divided amongst winners of each heat not placed in final. Entrance 10s.	[18, 486, 162, 539]
frank-bray: FRANK BRAY,	[701, 1666, 787, 1680]
combined-drill: REID & GRAY'S COMBINED MANURE & TURNIP DRILL	[343, 577, 645, 605]
col-furniture	[817, 787, 958, 1790]
pieces: 200 PIECES TO SELECT FROM.	[832, 1402, 944, 1423]
race-programme	[170, 500, 315, 1081]
gould-body: IN taking this opportunity of thanking the Residents in and around Feilding for the very liberal and substantial support accorded to me during the six years I have been in Business, I also avail myself of this opportunity to inform them that owing to my ever-increasing Business I have found it necessary to erect a new and more commodious Oven, and no expense has been spared in fitting up with every convenience for making a first-class article, and that all orders entrusted to me will receive careful and prompt attention. Birthday and Picnic Parties supplied with every Requisite. Pastry and Wedding Cakes made to order. Fine and Decorticated Bread delivered Daily in all parts of the Town, made from the choicest brands of Flour.	[322, 1117, 490, 1330]
programme-item: 5. Vaulting with Pole (Handicap), of 4 sovs. 1st prize, £3 ; 2nd, £1. Entrance 3s.	[18, 574, 162, 606]
funds: FUNDS AT PRESENT DATE EXCEED ONE AND A HALF MILLION POUNDS.	[681, 1249, 807, 1282]
column-te-aro	[674, 184, 1101, 1824]
dispensary-heading: WELLINGTON DISPENSARY	[18, 1804, 162, 1836]
anderson-sub: FURNISHING WAREHOUSE, WANGANUI,	[825, 1282, 951, 1304]
taylor-name: JOHN TAYLOR,	[535, 1321, 629, 1335]
reid-sub2: GRAIN, GRASS AND TURNIP SOWER,	[366, 473, 622, 488]
